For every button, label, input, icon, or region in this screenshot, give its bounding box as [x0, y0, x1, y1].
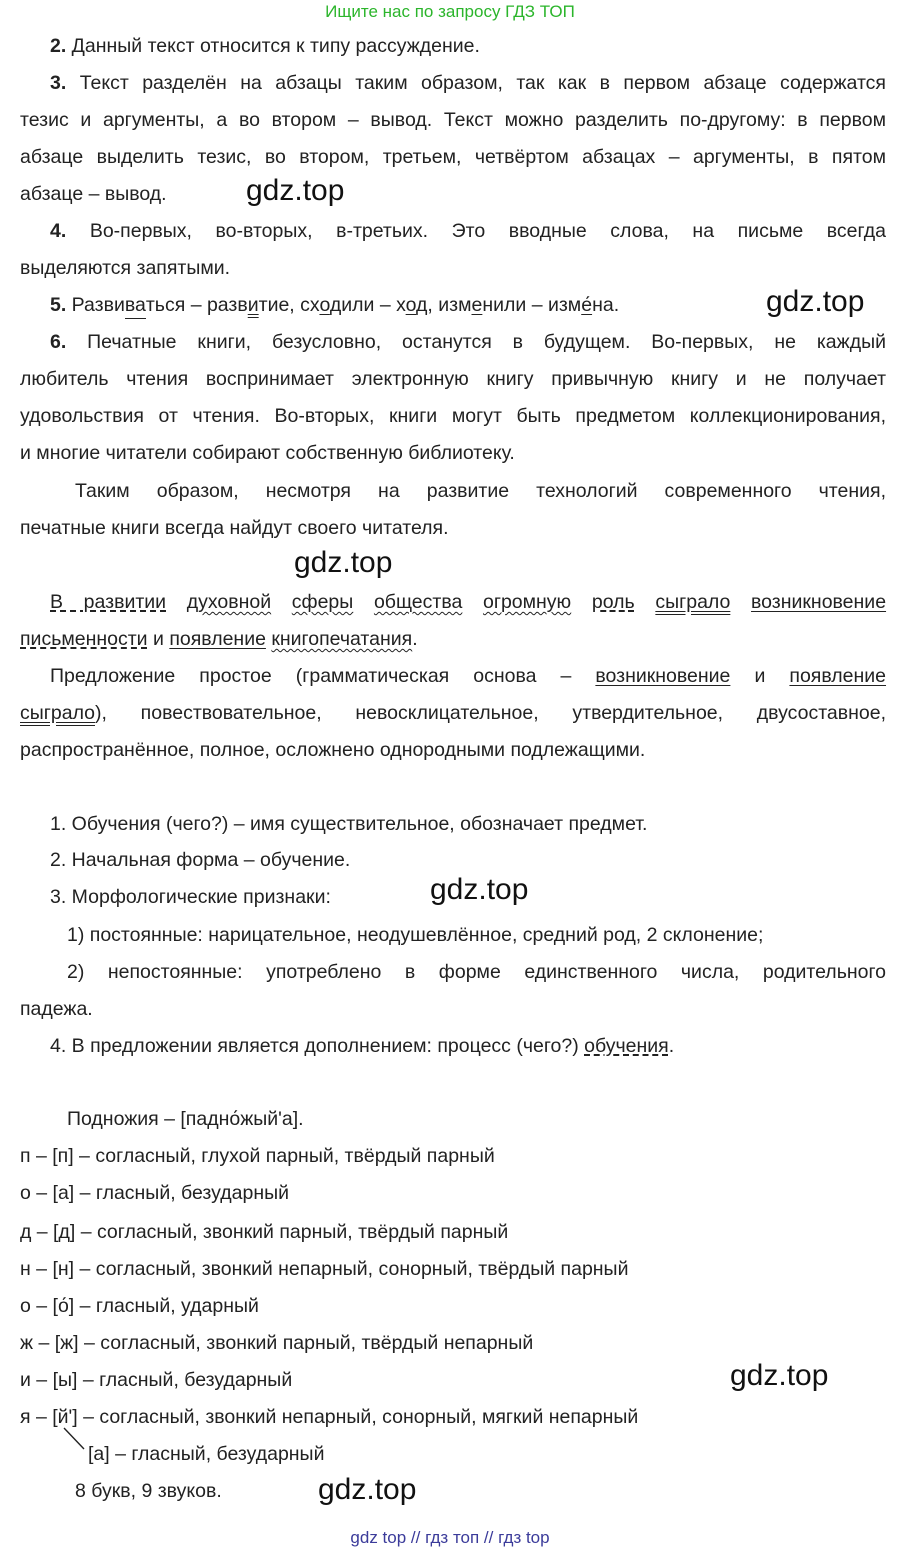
- task-3-line-2: [20, 108, 886, 132]
- phonetic-row: я – [й'] – согласный, звонкий непарный, сонорный, мягкий непарный: [20, 1406, 639, 1428]
- header-search-link[interactable]: Ищите нас по запросу ГДЗ ТОП: [325, 2, 575, 21]
- sentence-line-2: [20, 627, 418, 651]
- morph-role-text: .: [668, 1035, 675, 1057]
- task-6-text-4: и многие читатели собирают собственную библиотеку.: [20, 442, 515, 464]
- task-5-marked: е: [471, 294, 483, 316]
- watermark: gdz.top: [766, 285, 865, 318]
- task-6-line-1: [20, 330, 886, 354]
- morph-item-3: 3. Морфологические признаки:: [50, 886, 331, 908]
- task-5-part: дили – х: [329, 294, 406, 316]
- task-5-part: нили – изм: [482, 294, 582, 316]
- task-5-part: тие, сх: [258, 294, 320, 316]
- morph-variable-line-2: падежа.: [20, 998, 93, 1020]
- watermark: gdz.top: [246, 174, 345, 207]
- sentence-predicate: сыграло: [655, 591, 731, 613]
- phonetic-row: и – [ы] – гласный, безударный: [20, 1369, 293, 1391]
- morph-item-1: 1. Обучения (чего?) – имя существительное, обозначает предмет.: [50, 813, 648, 835]
- morph-constant: 1) постоянные: нарицательное, неодушевлённое, средний род, 2 склонение;: [67, 924, 764, 946]
- analysis-predicate: сыграло: [20, 702, 96, 724]
- phonetic-title: Подножия – [падно́жый'а].: [67, 1108, 304, 1130]
- task-5-marked: е́: [581, 294, 593, 316]
- task-6-text-3: удовольствия от чтения. Во-вторых, книги могут быть предметом коллекционирования,: [20, 405, 886, 427]
- task-6-line-3: [20, 404, 886, 428]
- task-2: [50, 34, 480, 58]
- analysis-text: Предложение простое (грамматическая основа –: [50, 665, 572, 687]
- morph-role-text: 4. В предложении является дополнением: процесс (чего?): [50, 1035, 579, 1057]
- task-6-text-2: любитель чтения воспринимает электронную книгу привычную книгу и не получает: [20, 368, 886, 390]
- task-4-text-1: Во-первых, во-вторых, в-третьих. Это вводные слова, на письме всегда: [66, 220, 886, 242]
- morph-item-2: 2. Начальная форма – обучение.: [50, 849, 351, 871]
- diagonal-connector-icon: [60, 1426, 88, 1452]
- sentence-word: В развитии: [50, 591, 167, 613]
- phonetic-row: д – [д] – согласный, звонкий парный, твёрдый парный: [20, 1221, 509, 1243]
- sentence-line-1: [20, 590, 886, 614]
- sentence-word: .: [412, 628, 418, 650]
- phonetic-row: ж – [ж] – согласный, звонкий парный, твёрдый непарный: [20, 1332, 534, 1354]
- task-3-line-1: [20, 71, 886, 95]
- phonetic-row: о – [а] – гласный, безударный: [20, 1182, 289, 1204]
- task-5-marked: о: [319, 294, 330, 316]
- task-6-line-2: [20, 367, 886, 391]
- task-3-text-3: абзаце выделить тезис, во втором, третьем, четвёртом абзацах – аргументы, в пятом: [20, 146, 886, 168]
- phonetic-row: о – [о́] – гласный, ударный: [20, 1295, 259, 1317]
- morph-item-4: [50, 1034, 674, 1058]
- task-5-number: 5.: [50, 294, 67, 316]
- phonetic-row: п – [п] – согласный, глухой парный, твёрдый парный: [20, 1145, 495, 1167]
- phonetic-summary: 8 букв, 9 звуков.: [75, 1480, 222, 1502]
- analysis-subject: появление: [789, 665, 887, 687]
- sentence-word: книгопечатания: [271, 628, 413, 650]
- task-6-number: 6.: [50, 331, 67, 353]
- morph-variable: 2) непостоянные: употреблено в форме единственного числа, родительного: [67, 961, 886, 983]
- watermark: gdz.top: [294, 546, 393, 579]
- sentence-word: огромную: [482, 591, 572, 613]
- task-5: [50, 293, 619, 317]
- task-6-text-6: печатные книги всегда найдут своего читателя.: [20, 517, 449, 539]
- sentence-word: и: [153, 628, 164, 650]
- watermark: gdz.top: [430, 873, 529, 906]
- phonetic-row: н – [н] – согласный, звонкий непарный, сонорный, твёрдый парный: [20, 1258, 629, 1280]
- task-4-number: 4.: [50, 220, 67, 242]
- task-5-marked: и: [247, 294, 259, 316]
- task-3-text-2: тезис и аргументы, а во втором – вывод. Текст можно разделить по-другому: в первом: [20, 109, 886, 131]
- sentence-word: письменности: [20, 628, 148, 650]
- watermark: gdz.top: [730, 1359, 829, 1392]
- sentence-word: сферы: [291, 591, 354, 613]
- task-5-part: д, изм: [416, 294, 472, 316]
- task-6-line-5: [20, 479, 886, 503]
- analysis-text: ), повествовательное, невосклицательное, утвердительное, двусоставное,: [95, 702, 886, 724]
- task-2-text: Данный текст относится к типу рассуждение.: [66, 35, 480, 57]
- sentence-subject: появление: [169, 628, 266, 650]
- task-5-part: Разви: [66, 294, 125, 316]
- task-4-line-1: [20, 219, 886, 243]
- task-2-number: 2.: [50, 35, 67, 57]
- analysis-subject: возникновение: [595, 665, 731, 687]
- analysis-line-2: [20, 701, 886, 725]
- analysis-text: распространённое, полное, осложнено однородными подлежащими.: [20, 739, 646, 761]
- sentence-word: роль: [591, 591, 635, 613]
- sentence-subject: возникновение: [751, 591, 887, 613]
- phonetic-row: [а] – гласный, безударный: [88, 1443, 325, 1465]
- morph-object: обучения: [584, 1035, 669, 1057]
- task-5-part: ться – разв: [145, 294, 248, 316]
- sentence-word: духовной: [186, 591, 272, 613]
- task-3-text-1: Текст разделён на абзацы таким образом, так как в первом абзаце содержатся: [66, 72, 886, 94]
- task-3-line-3: [20, 145, 886, 169]
- footer-links[interactable]: gdz top // гдз топ // гдз top: [350, 1528, 550, 1547]
- task-4-text-2: выделяются запятыми.: [20, 257, 231, 279]
- task-3-text-4: абзаце – вывод.: [20, 183, 167, 205]
- analysis-line-1: [20, 664, 886, 688]
- analysis-text: и: [754, 665, 766, 687]
- task-6-text-5: Таким образом, несмотря на развитие технологий современного чтения,: [75, 480, 886, 502]
- task-5-part: на.: [592, 294, 620, 316]
- task-6-text-1: Печатные книги, безусловно, останутся в будущем. Во-первых, не каждый: [66, 331, 886, 353]
- sentence-word: общества: [373, 591, 463, 613]
- task-5-marked: ва: [124, 294, 146, 316]
- task-3-number: 3.: [50, 72, 67, 94]
- task-5-marked: о: [405, 294, 417, 316]
- morph-variable-line-1: [20, 960, 886, 984]
- watermark: gdz.top: [318, 1473, 417, 1506]
